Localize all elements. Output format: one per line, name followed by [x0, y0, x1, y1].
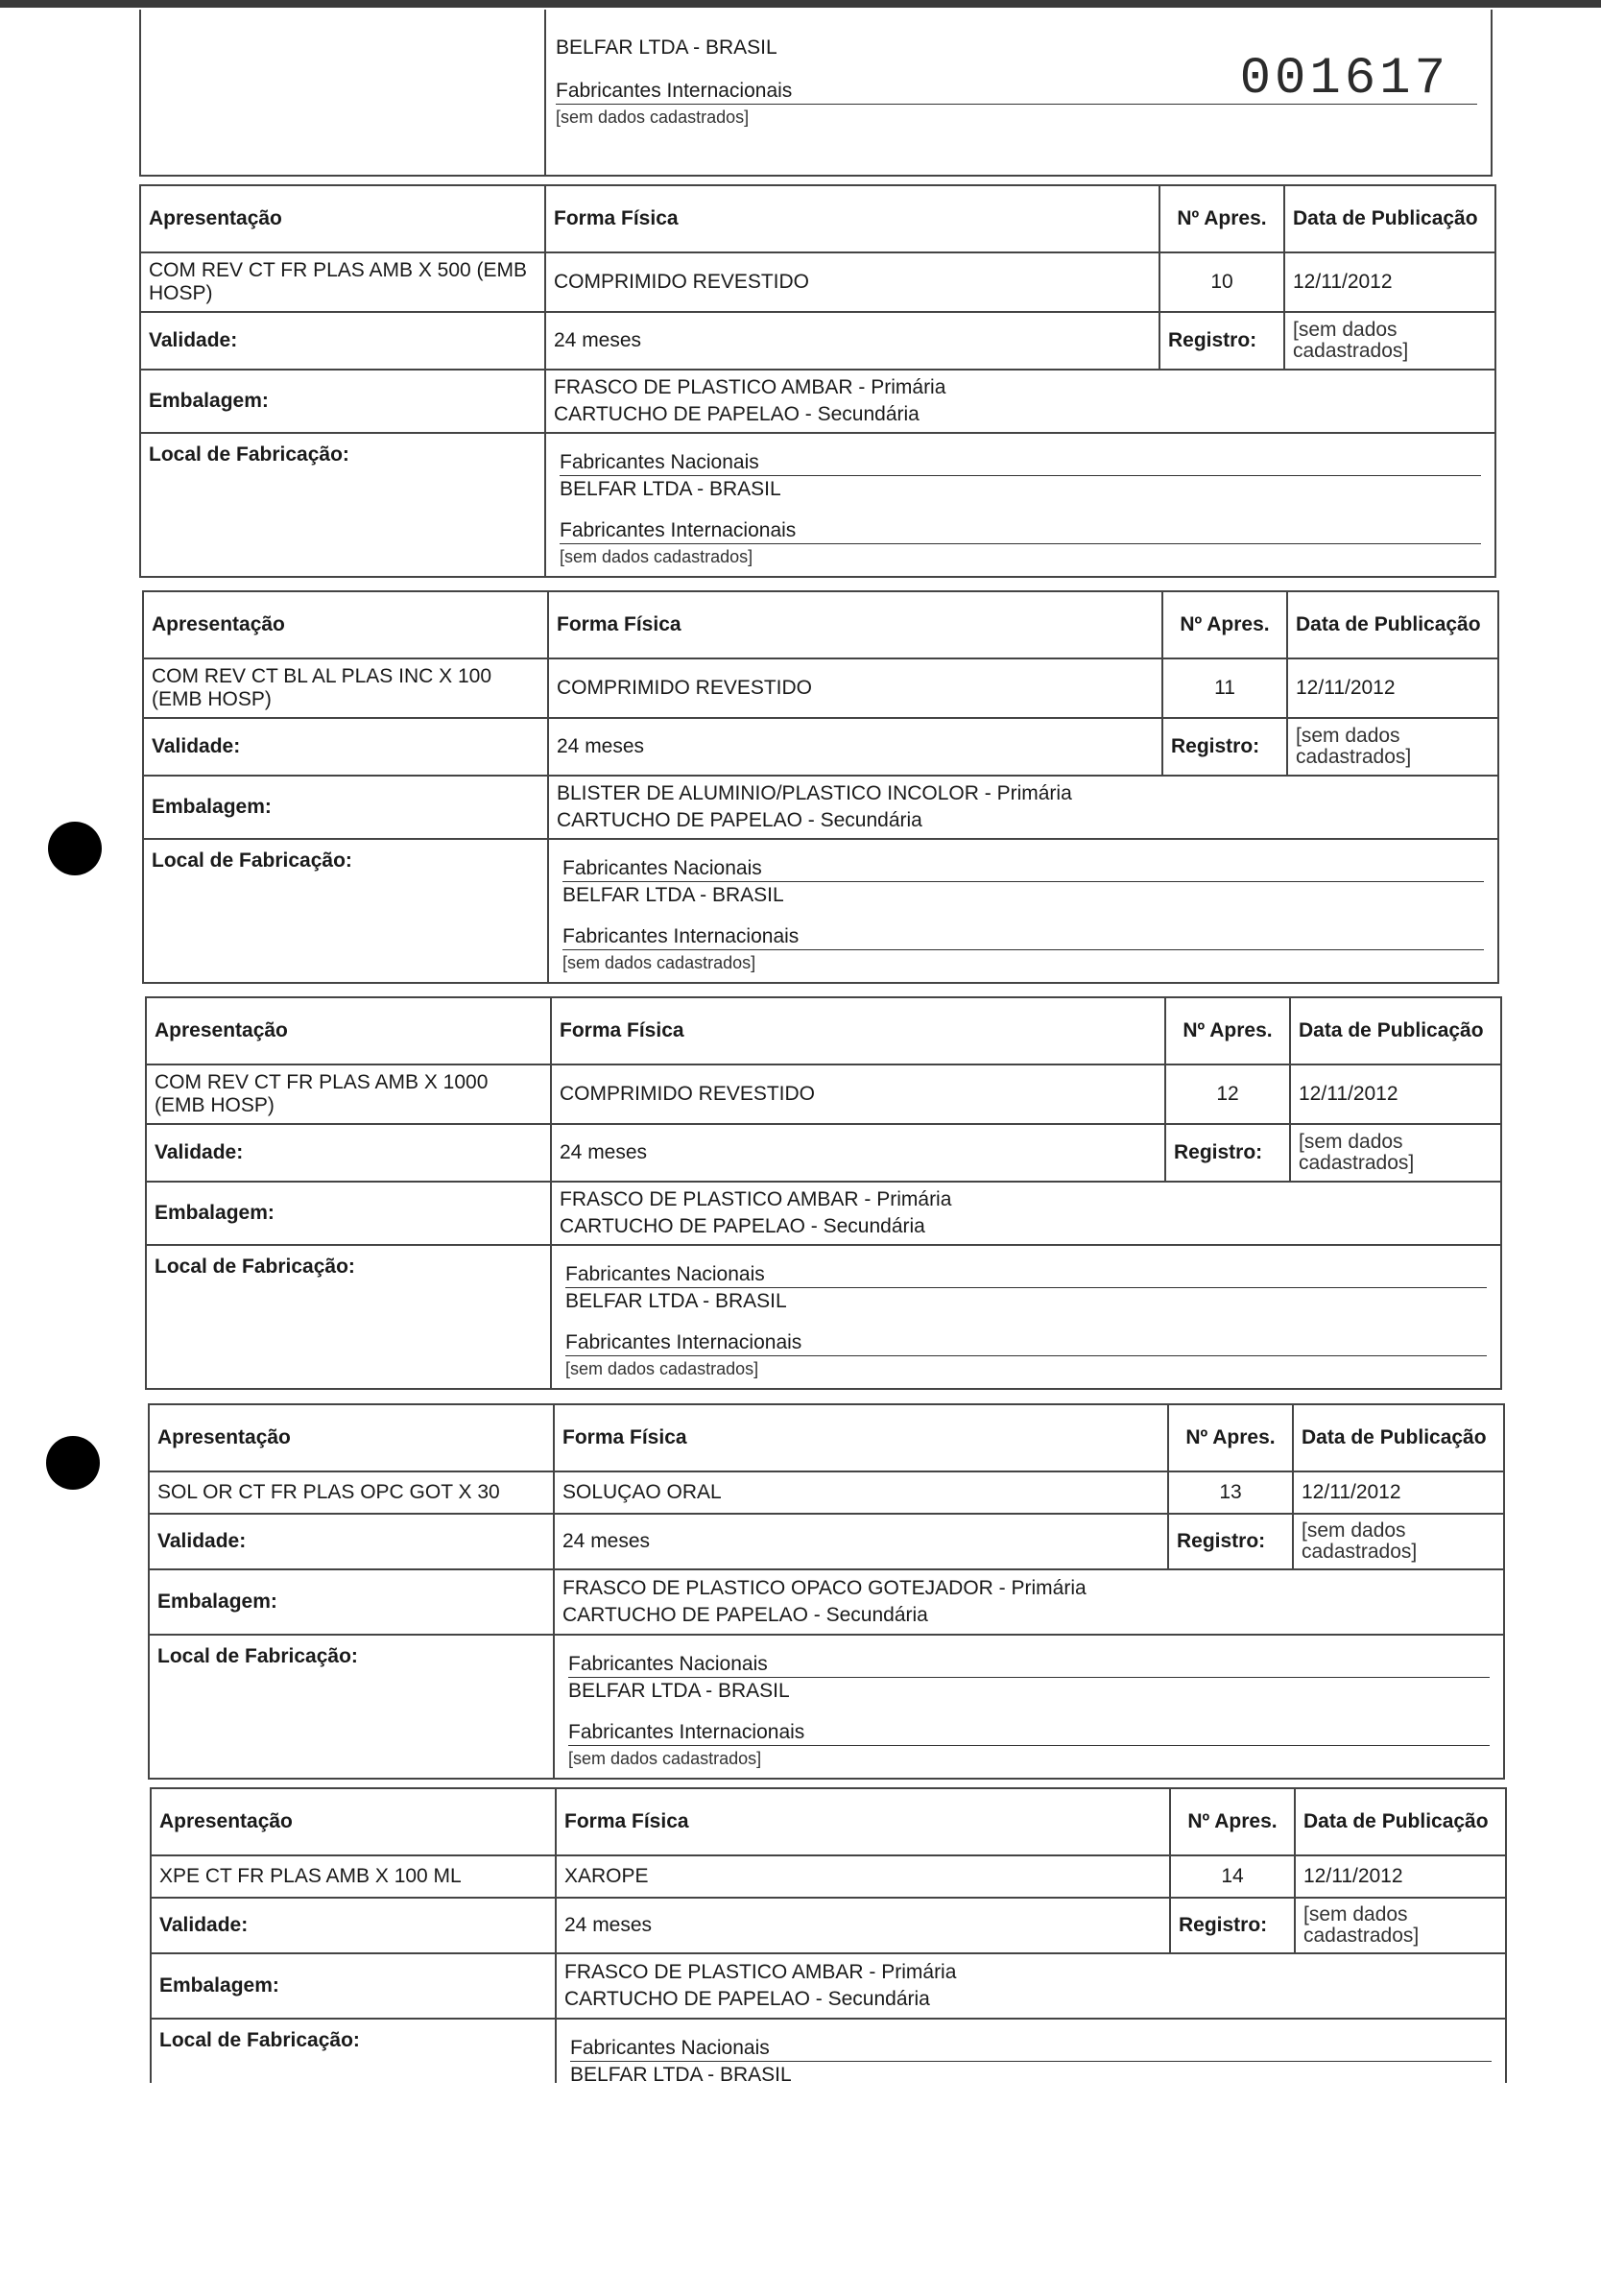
n-apres-value: 10 [1160, 253, 1285, 313]
embalagem-label: Embalagem: [147, 1183, 552, 1246]
fab-internacionais-header: Fabricantes Internacionais [560, 517, 1481, 544]
registro-label: Registro: [1169, 1515, 1294, 1570]
fab-nacionais-header: Fabricantes Nacionais [562, 855, 1484, 882]
local-fabricacao-value [552, 1246, 1502, 1390]
validade-label: Validade: [152, 1899, 557, 1954]
embalagem-primaria: FRASCO DE PLASTICO AMBAR - Primária [564, 1961, 957, 1983]
page-number-stamp: 001617 [1239, 50, 1449, 108]
validade-label: Validade: [150, 1515, 555, 1570]
fragment-company: BELFAR LTDA - BRASIL [556, 36, 777, 59]
n-apres-value: 12 [1166, 1065, 1291, 1125]
validade-label: Validade: [141, 313, 546, 371]
fab-nacionais-header: Fabricantes Nacionais [568, 1651, 1490, 1678]
header-forma-fisica: Forma Física [555, 1405, 1169, 1472]
presentation-block [145, 996, 1502, 1390]
fragment-manufacturer [556, 36, 1477, 131]
presentation-block [139, 184, 1496, 578]
header-n-apres: Nº Apres. [1169, 1405, 1294, 1472]
embalagem-value [552, 1183, 1502, 1246]
local-fabricacao-value [546, 434, 1496, 578]
validade-value: 24 meses [555, 1515, 1169, 1570]
data-publicacao-value: 12/11/2012 [1296, 1856, 1507, 1899]
validade-value: 24 meses [557, 1899, 1171, 1954]
presentation-block [148, 1403, 1505, 1780]
header-apresentacao: Apresentação [147, 998, 552, 1065]
header-apresentacao: Apresentação [150, 1405, 555, 1472]
registro-value: [sem dados cadastrados] [1291, 1125, 1502, 1183]
local-fabricacao-label: Local de Fabricação: [150, 1636, 555, 1780]
fab-internacional-value: [sem dados cadastrados] [568, 1749, 762, 1768]
fab-internacionais-header: Fabricantes Internacionais [565, 1329, 1487, 1356]
fab-nacional-value: BELFAR LTDA - BRASIL [562, 884, 784, 906]
fab-internacional-value: [sem dados cadastrados] [560, 547, 753, 566]
validade-label: Validade: [144, 719, 549, 777]
forma-fisica-value: XAROPE [557, 1856, 1171, 1899]
embalagem-primaria: FRASCO DE PLASTICO OPACO GOTEJADOR - Primária [562, 1577, 1087, 1599]
embalagem-primaria: BLISTER DE ALUMINIO/PLASTICO INCOLOR - Primária [557, 782, 1072, 804]
forma-fisica-value: COMPRIMIDO REVESTIDO [552, 1065, 1166, 1125]
fab-nacional-value: BELFAR LTDA - BRASIL [570, 2064, 792, 2086]
presentation-block [150, 1787, 1507, 2086]
fab-internacional-value: [sem dados cadastrados] [562, 953, 756, 972]
n-apres-value: 14 [1171, 1856, 1296, 1899]
data-publicacao-value: 12/11/2012 [1285, 253, 1496, 313]
validade-value: 24 meses [552, 1125, 1166, 1183]
apresentacao-value: XPE CT FR PLAS AMB X 100 ML [152, 1856, 557, 1899]
local-fabricacao-label: Local de Fabricação: [141, 434, 546, 578]
embalagem-secundaria: CARTUCHO DE PAPELAO - Secundária [560, 1215, 925, 1237]
embalagem-label: Embalagem: [144, 777, 549, 840]
apresentacao-value: SOL OR CT FR PLAS OPC GOT X 30 [150, 1472, 555, 1515]
header-data-publicacao: Data de Publicação [1291, 998, 1502, 1065]
data-publicacao-value: 12/11/2012 [1294, 1472, 1505, 1515]
fab-nacionais-header: Fabricantes Nacionais [560, 449, 1481, 476]
local-fabricacao-value [549, 840, 1499, 984]
registro-value: [sem dados cadastrados] [1296, 1899, 1507, 1954]
fab-internacional-value: [sem dados cadastrados] [565, 1359, 759, 1378]
scan-edge [0, 0, 1601, 8]
registro-value: [sem dados cadastrados] [1294, 1515, 1505, 1570]
header-apresentacao: Apresentação [144, 592, 549, 659]
embalagem-value [546, 371, 1496, 434]
registro-label: Registro: [1166, 1125, 1291, 1183]
header-n-apres: Nº Apres. [1166, 998, 1291, 1065]
embalagem-value [549, 777, 1499, 840]
header-n-apres: Nº Apres. [1160, 186, 1285, 253]
registro-label: Registro: [1163, 719, 1288, 777]
local-fabricacao-label: Local de Fabricação: [152, 2020, 557, 2083]
embalagem-value [557, 1954, 1507, 2020]
validade-value: 24 meses [549, 719, 1163, 777]
fab-nacional-value: BELFAR LTDA - BRASIL [560, 478, 781, 500]
local-fabricacao-label: Local de Fabricação: [144, 840, 549, 984]
local-fabricacao-value [557, 2020, 1507, 2086]
local-fabricacao-label: Local de Fabricação: [147, 1246, 552, 1390]
validade-label: Validade: [147, 1125, 552, 1183]
data-publicacao-value: 12/11/2012 [1288, 659, 1499, 719]
local-fabricacao-value [555, 1636, 1505, 1780]
punch-hole-icon [48, 822, 102, 875]
embalagem-secundaria: CARTUCHO DE PAPELAO - Secundária [557, 809, 922, 831]
registro-label: Registro: [1160, 313, 1285, 371]
embalagem-primaria: FRASCO DE PLASTICO AMBAR - Primária [554, 376, 946, 398]
presentation-block [142, 590, 1499, 984]
fab-nacionais-header: Fabricantes Nacionais [570, 2035, 1492, 2062]
header-n-apres: Nº Apres. [1171, 1789, 1296, 1856]
header-data-publicacao: Data de Publicação [1288, 592, 1499, 659]
column-divider [544, 10, 546, 175]
validade-value: 24 meses [546, 313, 1160, 371]
fab-nacionais-header: Fabricantes Nacionais [565, 1261, 1487, 1288]
forma-fisica-value: COMPRIMIDO REVESTIDO [546, 253, 1160, 313]
n-apres-value: 11 [1163, 659, 1288, 719]
header-apresentacao: Apresentação [152, 1789, 557, 1856]
previous-entry-fragment [139, 10, 1493, 177]
header-data-publicacao: Data de Publicação [1285, 186, 1496, 253]
header-forma-fisica: Forma Física [549, 592, 1163, 659]
header-forma-fisica: Forma Física [552, 998, 1166, 1065]
embalagem-label: Embalagem: [152, 1954, 557, 2020]
data-publicacao-value: 12/11/2012 [1291, 1065, 1502, 1125]
fab-nacional-value: BELFAR LTDA - BRASIL [568, 1680, 790, 1702]
n-apres-value: 13 [1169, 1472, 1294, 1515]
header-n-apres: Nº Apres. [1163, 592, 1288, 659]
header-data-publicacao: Data de Publicação [1294, 1405, 1505, 1472]
registro-value: [sem dados cadastrados] [1285, 313, 1496, 371]
embalagem-secundaria: CARTUCHO DE PAPELAO - Secundária [554, 403, 920, 425]
apresentacao-value: COM REV CT FR PLAS AMB X 1000 (EMB HOSP) [147, 1065, 552, 1125]
punch-hole-icon [46, 1436, 100, 1490]
embalagem-label: Embalagem: [150, 1570, 555, 1636]
forma-fisica-value: COMPRIMIDO REVESTIDO [549, 659, 1163, 719]
forma-fisica-value: SOLUÇAO ORAL [555, 1472, 1169, 1515]
fragment-intl-value: [sem dados cadastrados] [556, 108, 750, 127]
apresentacao-value: COM REV CT BL AL PLAS INC X 100 (EMB HOSP) [144, 659, 549, 719]
header-forma-fisica: Forma Física [557, 1789, 1171, 1856]
embalagem-secundaria: CARTUCHO DE PAPELAO - Secundária [564, 1988, 930, 2010]
embalagem-value [555, 1570, 1505, 1636]
fragment-intl-header: Fabricantes Internacionais [556, 78, 1477, 105]
header-forma-fisica: Forma Física [546, 186, 1160, 253]
header-apresentacao: Apresentação [141, 186, 546, 253]
header-data-publicacao: Data de Publicação [1296, 1789, 1507, 1856]
embalagem-secundaria: CARTUCHO DE PAPELAO - Secundária [562, 1604, 928, 1626]
registro-value: [sem dados cadastrados] [1288, 719, 1499, 777]
registro-label: Registro: [1171, 1899, 1296, 1954]
embalagem-primaria: FRASCO DE PLASTICO AMBAR - Primária [560, 1188, 952, 1210]
fab-internacionais-header: Fabricantes Internacionais [562, 923, 1484, 950]
embalagem-label: Embalagem: [141, 371, 546, 434]
fab-internacionais-header: Fabricantes Internacionais [568, 1719, 1490, 1746]
apresentacao-value: COM REV CT FR PLAS AMB X 500 (EMB HOSP) [141, 253, 546, 313]
fab-nacional-value: BELFAR LTDA - BRASIL [565, 1290, 787, 1312]
